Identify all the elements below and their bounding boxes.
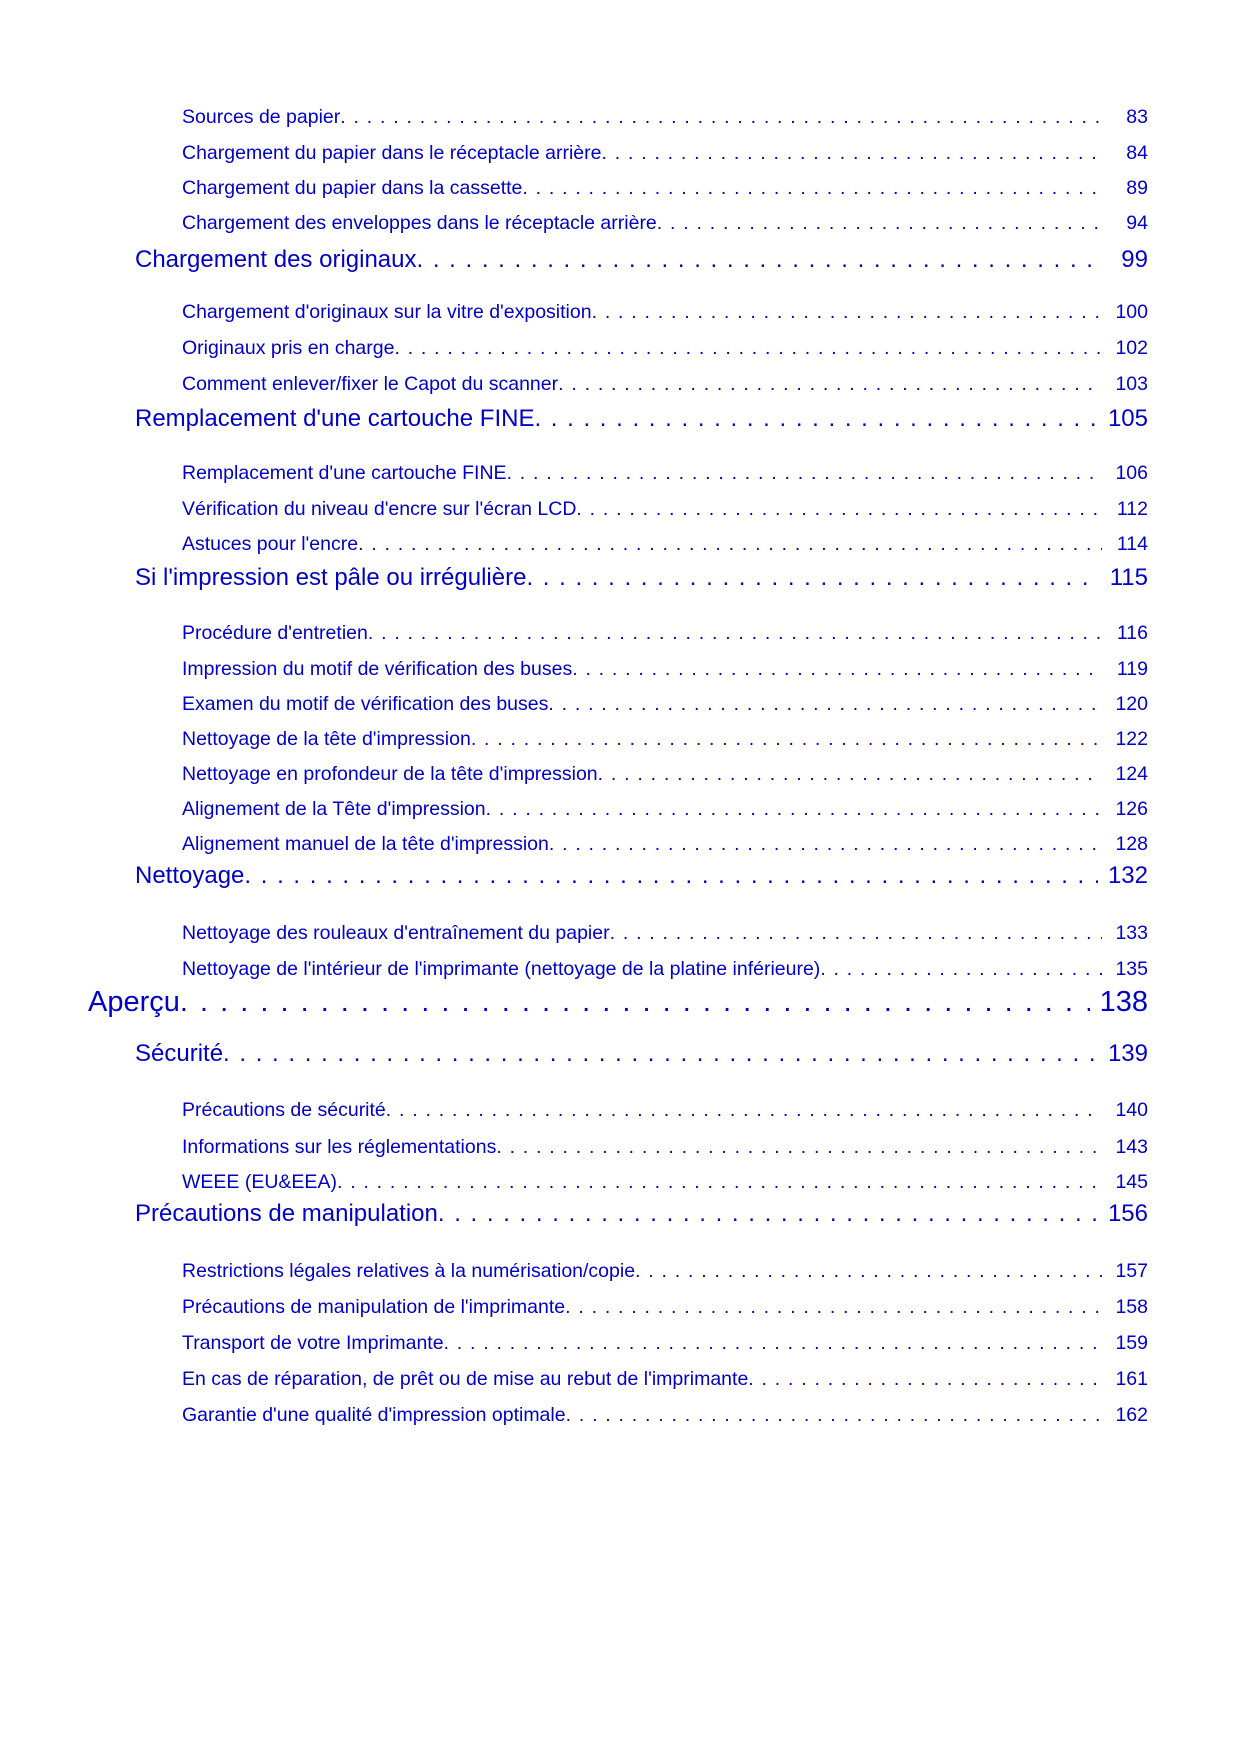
toc-entry-page-number: 143 (1115, 1136, 1148, 1158)
toc-entry-level-3[interactable] (182, 728, 1148, 754)
toc-entry-title: En cas de réparation, de prêt ou de mise au rebut de l'imprimante (182, 1368, 749, 1390)
dot-leader (610, 922, 1102, 945)
toc-entry-title: Nettoyage (135, 862, 245, 889)
toc-entry-title: Nettoyage en profondeur de la tête d'impression (182, 763, 598, 785)
toc-entry-level-3[interactable] (182, 1136, 1148, 1162)
toc-entry-title: Procédure d'entretien (182, 622, 368, 644)
toc-entry-level-2[interactable] (135, 862, 1148, 896)
dot-leader (394, 337, 1102, 360)
toc-entry-level-3[interactable] (182, 498, 1148, 524)
toc-entry-page-number: 103 (1115, 373, 1148, 395)
dot-leader (566, 1404, 1102, 1427)
toc-entry-level-3[interactable] (182, 1171, 1148, 1197)
toc-entry-level-3[interactable] (182, 658, 1148, 684)
dot-leader (522, 177, 1102, 200)
dot-leader (572, 658, 1102, 681)
toc-entry-level-3[interactable] (182, 1368, 1148, 1394)
toc-entry-level-3[interactable] (182, 1404, 1148, 1430)
toc-entry-level-3[interactable] (182, 373, 1148, 399)
dot-leader (417, 246, 1103, 274)
toc-entry-title: Sécurité (135, 1040, 224, 1067)
dot-leader (534, 405, 1098, 433)
dot-leader (244, 862, 1098, 890)
toc-entry-level-3[interactable] (182, 1260, 1148, 1286)
toc-entry-level-3[interactable] (182, 142, 1148, 168)
toc-entry-title: Nettoyage de l'intérieur de l'imprimante (nettoyage de la platine inférieure) (182, 958, 821, 980)
toc-entry-page-number: 156 (1107, 1200, 1148, 1227)
toc-entry-page-number: 145 (1115, 1171, 1148, 1193)
toc-entry-page-number: 140 (1115, 1099, 1148, 1121)
toc-entry-title: Précautions de manipulation de l'imprimante (182, 1296, 566, 1318)
toc-entry-level-2[interactable] (135, 405, 1148, 439)
toc-entry-title: Remplacement d'une cartouche FINE (135, 405, 535, 432)
toc-entry-level-2[interactable] (135, 564, 1148, 598)
toc-entry-title: Précautions de sécurité (182, 1099, 386, 1121)
toc-entry-page-number: 120 (1115, 693, 1148, 715)
dot-leader (820, 958, 1102, 981)
toc-entry-level-3[interactable] (182, 833, 1148, 859)
dot-leader (657, 212, 1102, 235)
toc-entry-level-3[interactable] (182, 1332, 1148, 1358)
toc-entry-level-2[interactable] (135, 246, 1148, 280)
toc-entry-page-number: 102 (1115, 337, 1148, 359)
toc-entry-page-number: 122 (1115, 728, 1148, 750)
dot-leader (180, 986, 1090, 1019)
toc-entry-level-3[interactable] (182, 763, 1148, 789)
toc-entry-title: Chargement des originaux (135, 246, 417, 273)
toc-entry-title: Restrictions légales relatives à la numérisation/copie (182, 1260, 636, 1282)
toc-entry-page-number: 106 (1115, 462, 1148, 484)
toc-entry-level-3[interactable] (182, 798, 1148, 824)
dot-leader (576, 498, 1102, 521)
toc-entry-page-number: 115 (1109, 564, 1148, 591)
dot-leader (748, 1368, 1102, 1391)
dot-leader (496, 1136, 1102, 1159)
toc-entry-title: Si l'impression est pâle ou irrégulière (135, 564, 527, 591)
toc-entry-page-number: 133 (1115, 922, 1148, 944)
toc-entry-page-number: 157 (1115, 1260, 1148, 1282)
toc-entry-title: WEEE (EU&EEA) (182, 1171, 337, 1193)
toc-entry-level-3[interactable] (182, 693, 1148, 719)
dot-leader (548, 693, 1102, 716)
toc-entry-title: Chargement d'originaux sur la vitre d'exposition (182, 301, 592, 323)
toc-entry-page-number: 139 (1107, 1040, 1148, 1067)
toc-entry-title: Alignement manuel de la tête d'impression (182, 833, 549, 855)
dot-leader (337, 1171, 1102, 1194)
dot-leader (444, 1332, 1102, 1355)
toc-entry-level-3[interactable] (182, 301, 1148, 327)
toc-entry-title: Nettoyage de la tête d'impression (182, 728, 471, 750)
dot-leader (592, 301, 1102, 324)
toc-entry-page-number: 124 (1115, 763, 1148, 785)
toc-entry-page-number: 132 (1107, 862, 1148, 889)
toc-entry-level-3[interactable] (182, 462, 1148, 488)
toc-entry-title: Impression du motif de vérification des buses (182, 658, 573, 680)
toc-entry-page-number: 99 (1121, 246, 1148, 273)
dot-leader (223, 1040, 1098, 1068)
toc-entry-level-3[interactable] (182, 337, 1148, 363)
dot-leader (526, 564, 1099, 592)
toc-entry-title: Comment enlever/fixer le Capot du scanner (182, 373, 559, 395)
toc-entry-title: Chargement du papier dans le réceptacle arrière (182, 142, 602, 164)
toc-entry-title: Originaux pris en charge (182, 337, 395, 359)
dot-leader (486, 798, 1102, 821)
toc-entry-page-number: 135 (1115, 958, 1148, 980)
toc-entry-level-2[interactable] (135, 1040, 1148, 1074)
toc-entry-level-3[interactable] (182, 922, 1148, 948)
toc-entry-title: Sources de papier (182, 106, 341, 128)
toc-entry-page-number: 112 (1116, 498, 1148, 520)
toc-entry-page-number: 105 (1107, 405, 1148, 432)
dot-leader (386, 1099, 1102, 1122)
dot-leader (635, 1260, 1102, 1283)
dot-leader (358, 533, 1102, 556)
dot-leader (471, 728, 1102, 751)
dot-leader (602, 142, 1103, 165)
toc-entry-page-number: 114 (1116, 533, 1148, 555)
toc-entry-page-number: 84 (1126, 142, 1148, 164)
dot-leader (438, 1200, 1098, 1228)
toc-entry-title: Garantie d'une qualité d'impression optimale (182, 1404, 566, 1426)
toc-entry-page-number: 94 (1126, 212, 1148, 234)
toc-entry-title: Nettoyage des rouleaux d'entraînement du papier (182, 922, 610, 944)
toc-entry-level-3[interactable] (182, 1296, 1148, 1322)
toc-entry-level-3[interactable] (182, 1099, 1148, 1125)
toc-entry-title: Transport de votre Imprimante (182, 1332, 444, 1354)
dot-leader (598, 763, 1102, 786)
toc-entry-page-number: 89 (1126, 177, 1148, 199)
toc-entry-page-number: 100 (1115, 301, 1148, 323)
toc-entry-level-2[interactable] (135, 1200, 1148, 1234)
toc-entry-title: Astuces pour l'encre (182, 533, 359, 555)
toc-entry-title: Examen du motif de vérification des buses (182, 693, 549, 715)
toc-entry-title: Chargement des enveloppes dans le réceptacle arrière (182, 212, 657, 234)
toc-entry-level-1[interactable] (88, 986, 1148, 1026)
toc-entry-page-number: 159 (1115, 1332, 1148, 1354)
toc-entry-page-number: 116 (1116, 622, 1148, 644)
toc-entry-level-3[interactable] (182, 212, 1148, 238)
toc-entry-title: Chargement du papier dans la cassette (182, 177, 523, 199)
dot-leader (340, 106, 1102, 129)
toc-entry-page-number: 138 (1099, 986, 1148, 1018)
dot-leader (549, 833, 1102, 856)
dot-leader (368, 622, 1102, 645)
toc-entry-title: Précautions de manipulation (135, 1200, 438, 1227)
toc-entry-title: Aperçu (88, 986, 180, 1018)
toc-entry-title: Informations sur les réglementations (182, 1136, 497, 1158)
toc-entry-page-number: 128 (1115, 833, 1148, 855)
dot-leader (558, 373, 1102, 396)
toc-entry-level-3[interactable] (182, 958, 1148, 984)
toc-entry-level-3[interactable] (182, 622, 1148, 648)
toc-entry-page-number: 162 (1115, 1404, 1148, 1426)
toc-entry-level-3[interactable] (182, 106, 1148, 132)
toc-entry-title: Remplacement d'une cartouche FINE (182, 462, 507, 484)
toc-entry-page-number: 126 (1115, 798, 1148, 820)
toc-entry-page-number: 119 (1116, 658, 1148, 680)
toc-entry-page-number: 158 (1115, 1296, 1148, 1318)
toc-entry-title: Vérification du niveau d'encre sur l'écran LCD (182, 498, 577, 520)
dot-leader (565, 1296, 1102, 1319)
dot-leader (507, 462, 1102, 485)
toc-entry-level-3[interactable] (182, 177, 1148, 203)
toc-entry-page-number: 161 (1115, 1368, 1148, 1390)
toc-entry-level-3[interactable] (182, 533, 1148, 559)
toc-entry-page-number: 83 (1126, 106, 1148, 128)
toc-entry-title: Alignement de la Tête d'impression (182, 798, 486, 820)
